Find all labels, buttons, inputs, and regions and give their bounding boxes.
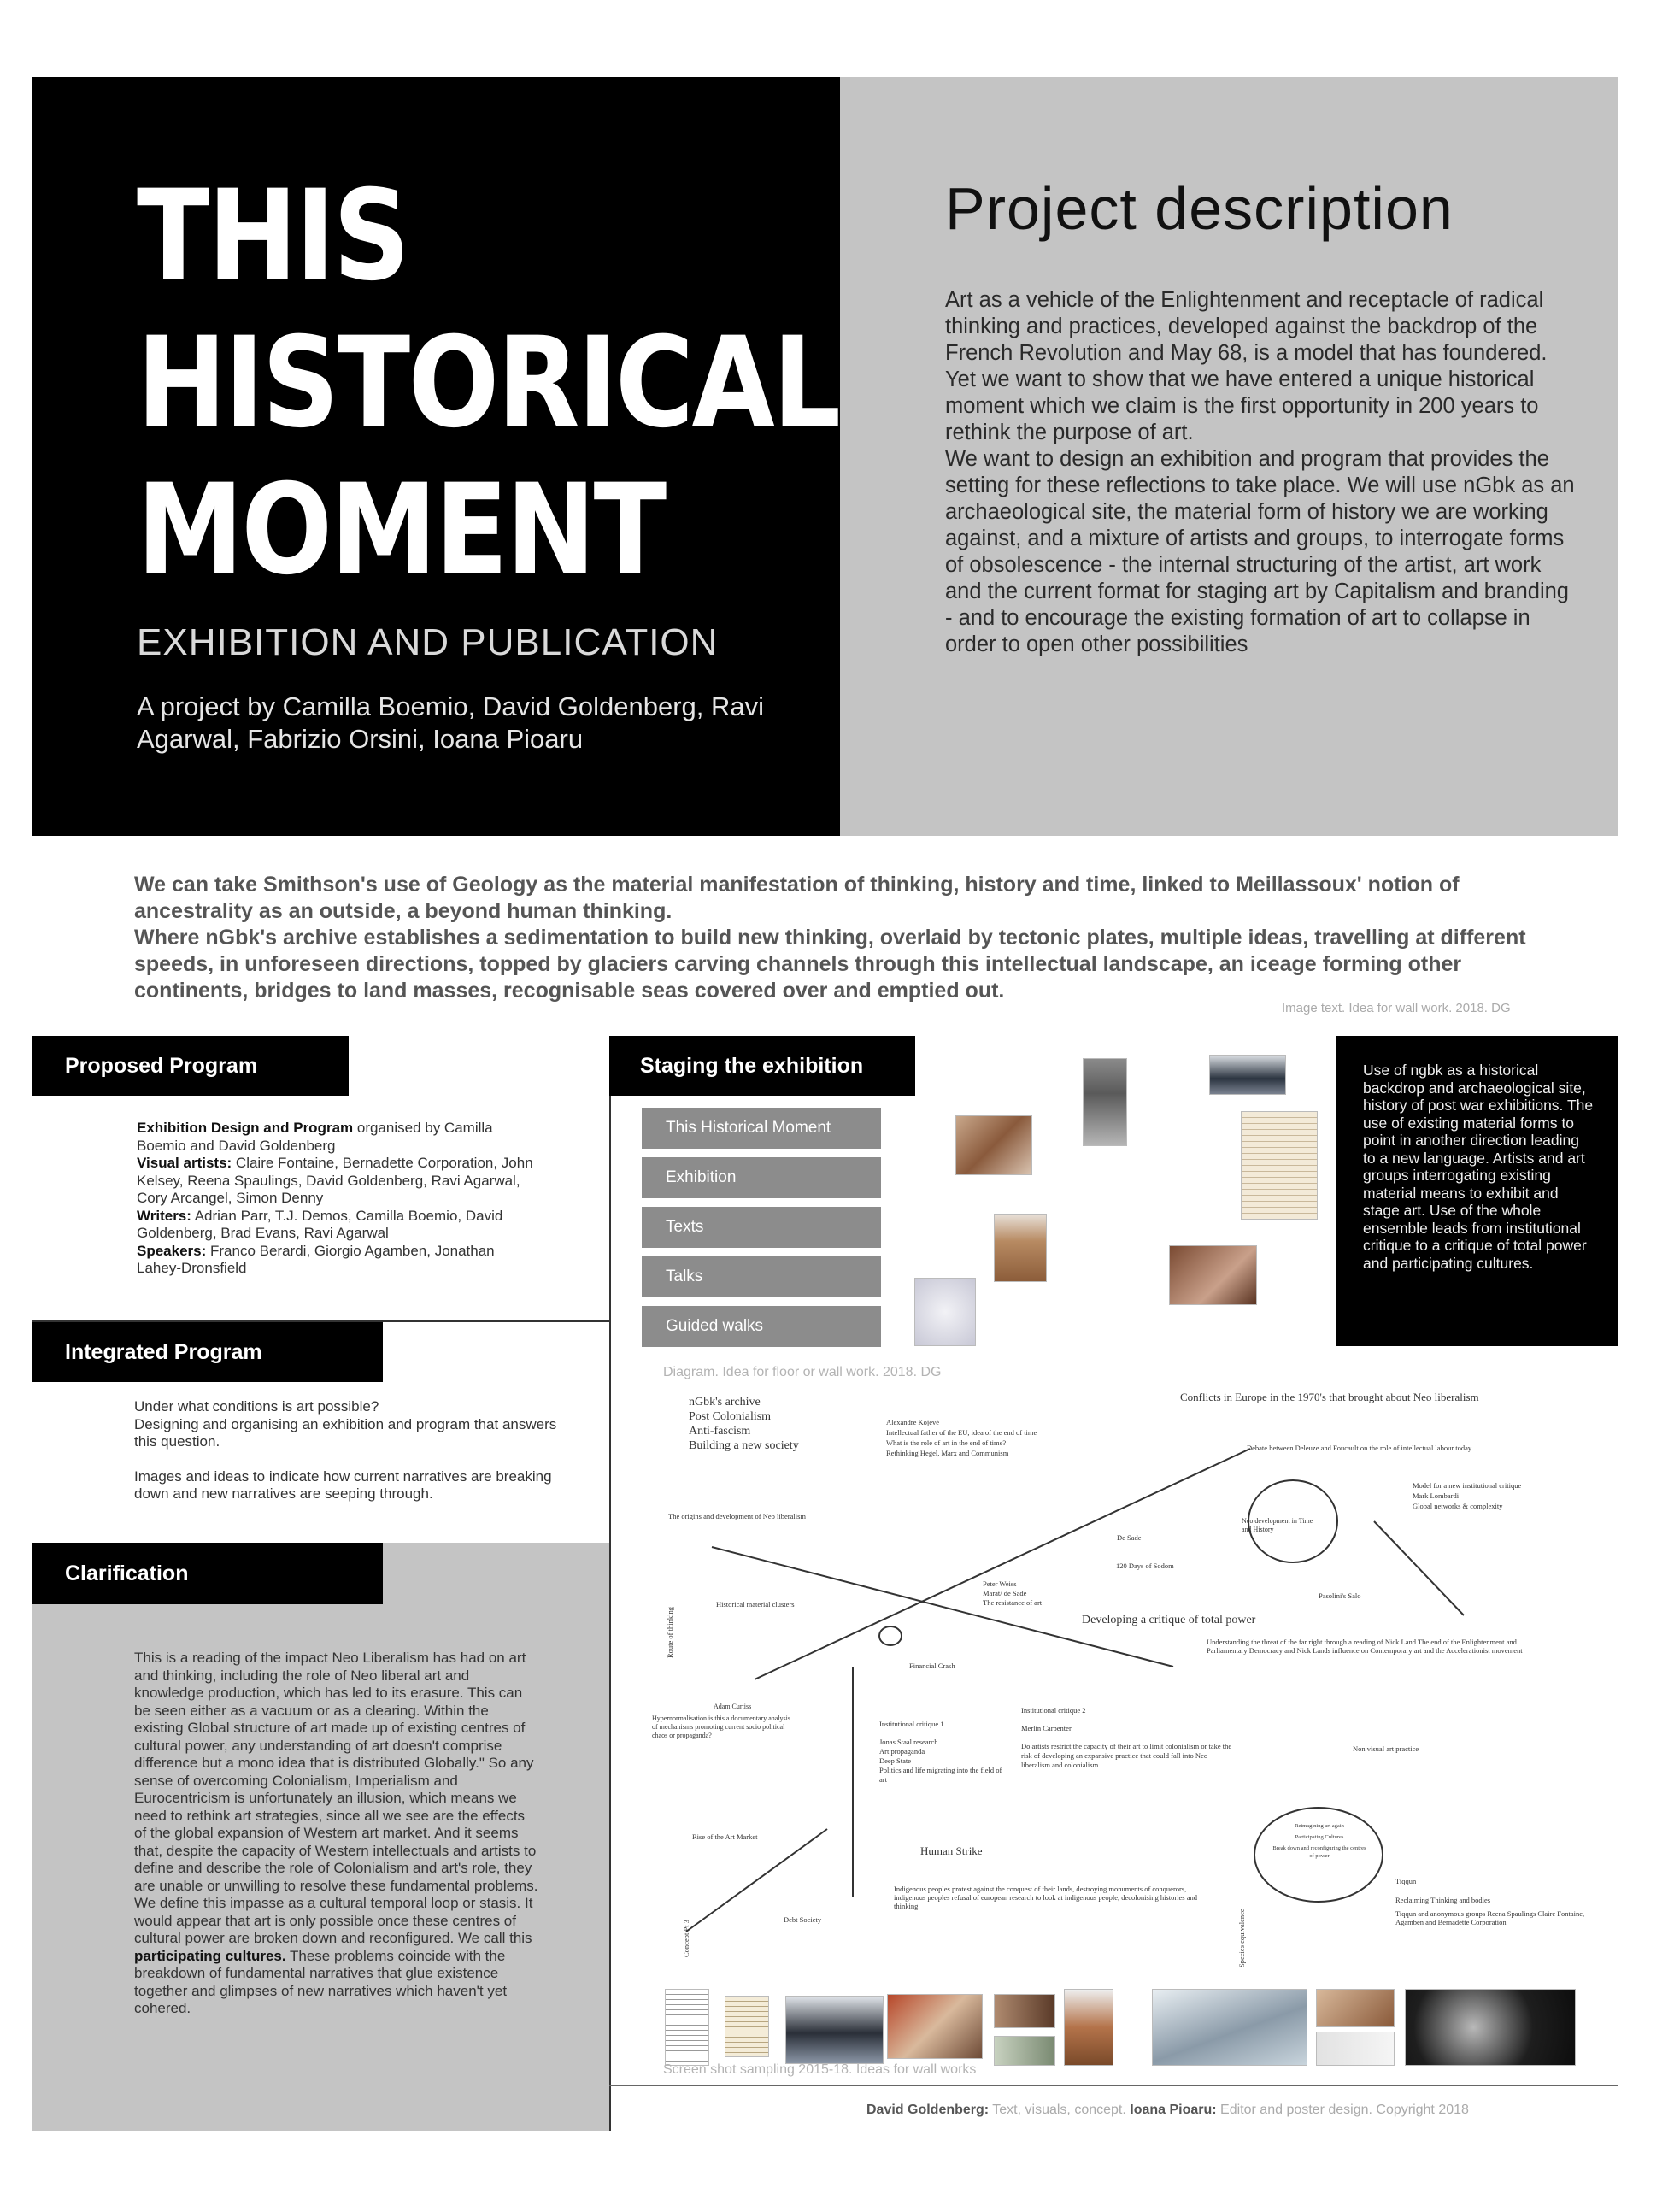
model-2: Mark Lombardi [1413, 1491, 1460, 1500]
author-2: Ioana Pioaru: [1130, 2103, 1217, 2117]
concept-label: Concept Pt 3 [682, 1920, 690, 1957]
neo-development-label: Neo development in Time and History [1242, 1517, 1313, 1533]
tiqqun-3: Tiqqun and anonymous groups Reena Spaulings Claire Fontaine, Agamben and Bernadette Corporation [1395, 1909, 1585, 1926]
ngbk-panel [1336, 1036, 1618, 1346]
integrated-program-text [134, 1398, 561, 1503]
screenshot-strip [665, 1989, 1592, 2070]
exhibition-photo [955, 1115, 1032, 1175]
circle-text-2: Participating Cultures [1295, 1834, 1344, 1840]
footer-divider [609, 2085, 1618, 2086]
desade-label: De Sade [1117, 1533, 1142, 1542]
integrated-text-2: Designing and organising an exhibition and program that answers this question. [134, 1415, 557, 1450]
speakers-label: Speakers: [137, 1242, 207, 1259]
far-right-note: Understanding the threat of the far right through a reading of Nick Land The end of the Enlightenment and Parliamentary Democracy and Nick Lands influence on Contemporary art and the Accelerationist movement [1207, 1638, 1523, 1655]
description-body [945, 287, 1577, 658]
main-title [137, 162, 953, 603]
inst1-2: Jonas Staal research [879, 1738, 938, 1746]
participating-circle-text [1272, 1822, 1366, 1860]
screenshot-boxes [1064, 1989, 1113, 2066]
inst2-3: Do artists restrict the capacity of their art to limit colonialism or take the risk of developing an expansive practice that could fall into Neo liberalism and colonialism [1021, 1742, 1232, 1769]
byline: A project by Camilla Boemio, David Goldenberg, Ravi Agarwal, Fabrizio Orsini, Ioana Pioaru [137, 691, 765, 754]
clarification-para-1: This is a reading of the impact Neo Liberalism has had on art and thinking, including the role of Neo liberal art and knowledge production, which has led to its erasure. This can be seen either as a vacuum or as a clearing. Within the existing Global structure of art made up of existing centres of cultural power, any understanding of art doesn't comprise difference but a mono idea that is distributed Globally." So any sense of overcoming Colonialism, Imperialism and Eurocentricism is unfortunately an illusion, which means we need to rethink art strategies, since all we see are the effects of the global expansion of Western art market. And it seems that, despite the capacity of Western intellectuals and artists to define and describe the role of Colonialism and art's role, they are unable or unwilling to resolve these fundamental problems. [134, 1650, 538, 1894]
screenshot-document [725, 1996, 769, 2057]
artists-text: Claire Fontaine, Bernadette Corporation, John Kelsey, Reena Spaulings, David Goldenberg, Ravi Agarwal, Cory Arcangel, Simon Denny [137, 1155, 533, 1206]
people-photo [1209, 1055, 1286, 1095]
curtis-2: Hypernormalisation is this a documentary analysis of mechanisms promoting current socio political chaos or propaganda? [652, 1715, 790, 1739]
model-1: Model for a new institutional critique [1413, 1481, 1522, 1490]
archive-line-2: Post Colonialism [689, 1410, 772, 1423]
circle-text-1: Reimagining art again [1295, 1823, 1344, 1829]
title-line-1: THIS [137, 163, 408, 309]
indigenous-note: Indigenous peoples protest against the conquest of their lands, destroying monuments of conquerors, indigenous peoples refusal of european research to look at indigenous people, decolonising histories and thinking [894, 1885, 1198, 1910]
screenshot-text [665, 1989, 709, 2066]
debate-label: Debate between Deleuze and Foucault on the role of intellectual labour today [1247, 1444, 1472, 1452]
kojeve-2: Intellectual father of the EU, idea of the end of time [886, 1428, 1037, 1437]
nav-texts[interactable]: Texts [642, 1207, 881, 1248]
role-2: Editor and poster design. Copyright 2018 [1216, 2103, 1469, 2117]
inst2-2: Merlin Carpenter [1021, 1724, 1072, 1732]
speakers-text: Franco Berardi, Giorgio Agamben, Jonathan Lahey-Dronsfield [137, 1242, 495, 1276]
para2-bold: participating cultures. [134, 1947, 286, 1964]
pasolini-label: Pasolini's Salo [1319, 1591, 1361, 1600]
staging-title: Staging the exhibition [640, 1053, 864, 1078]
screenshot-caption: Screen shot sampling 2015-18. Ideas for wall works [663, 2062, 977, 2077]
proposed-program-title: Proposed Program [65, 1053, 258, 1078]
nav-talks[interactable]: Talks [642, 1256, 881, 1297]
screenshot-exhibition [887, 1994, 983, 2059]
screenshot-portraits [994, 1994, 1055, 2028]
inst1-3: Art propaganda [879, 1747, 925, 1756]
model-note [1413, 1480, 1592, 1511]
integrated-text-1: Under what conditions is art possible? [134, 1398, 379, 1415]
circle-text-3: Break down and reconfiguring the centres of power [1272, 1845, 1366, 1859]
screenshot-blank [1316, 2032, 1395, 2066]
clarification-para-2 [134, 1895, 540, 2018]
quote-line-2: Where nGbk's archive establishes a sedimentation to build new thinking, overlaid by tectonic plates, multiple ideas, travelling at different speeds, in unforeseen directions, topped by glaciers carving channels through this intellectual landscape, an iceage forming other continents, bridges to land masses, recognisable seas covered over and emptied out. [134, 926, 1526, 1003]
kojeve-note [886, 1417, 1091, 1458]
integrated-program-title: Integrated Program [65, 1339, 262, 1364]
tiqqun-1: Tiqqun [1395, 1877, 1417, 1885]
para2-start: We define this impasse as a cultural temporal loop or stasis. It would appear that art is only possible once these centres of cultural power are broken down and reconfigured. We call this [134, 1895, 533, 1946]
weiss-2: Marat/ de Sade [983, 1589, 1027, 1597]
proposed-program-heading [32, 1036, 349, 1096]
sodom-label: 120 Days of Sodom [1116, 1562, 1174, 1570]
proposed-program-text [137, 1120, 538, 1278]
kojeve-1: Alexandre Kojevé [886, 1418, 940, 1426]
description-title: Project description [945, 175, 1454, 242]
tiqqun-note [1395, 1877, 1592, 1926]
para2-end: These problems coincide with the breakdown of fundamental narratives that glue existence together and glimpses of new narratives which haven't yet cohered. [134, 1947, 508, 2016]
integrated-program-heading [32, 1322, 383, 1382]
role-1: Text, visuals, concept. [989, 2103, 1131, 2117]
document-photo [1241, 1111, 1318, 1220]
interior-photo [1169, 1245, 1257, 1305]
species-label: Species equivalence [1237, 1909, 1246, 1967]
curtis-note [652, 1703, 793, 1740]
staging-heading [609, 1036, 915, 1096]
diagram-caption: Diagram. Idea for floor or wall work. 2018. DG [663, 1365, 942, 1379]
description-para-1: Art as a vehicle of the Enlightenment and receptacle of radical thinking and practices, developed against the backdrop of the French Revolution and May 68, is a model that has foundered. Yet we want to show that we have entered a unique historical moment which we claim is the first opportunity in 200 years to rethink the purpose of art. [945, 288, 1548, 444]
design-text: organised by Camilla Boemio and David Goldenberg [137, 1120, 493, 1154]
clarification-title: Clarification [65, 1561, 189, 1585]
writers-label: Writers: [137, 1207, 191, 1224]
integrated-text-3: Images and ideas to indicate how current narratives are breaking down and new narratives are seeping through. [134, 1467, 552, 1502]
screenshot-hands [994, 2036, 1055, 2066]
inst1-4: Deep State [879, 1756, 912, 1765]
author-1: David Goldenberg: [866, 2103, 990, 2117]
curtis-1: Adam Curtiss [714, 1703, 752, 1710]
geology-quote [134, 872, 1561, 1004]
installation-photo [914, 1278, 976, 1346]
weiss-3: The resistance of art [983, 1598, 1043, 1607]
weiss-note [983, 1579, 1042, 1608]
archive-line-1: nGbk's archive [689, 1396, 761, 1409]
archive-line-4: Building a new society [689, 1439, 799, 1452]
weiss-1: Peter Weiss [983, 1579, 1017, 1588]
inst2-1: Institutional critique 2 [1021, 1706, 1086, 1715]
origins-label: The origins and development of Neo liberalism [668, 1512, 806, 1520]
title-line-3: MOMENT [137, 457, 665, 603]
kojeve-3: What is the role of art in the end of time? [886, 1438, 1007, 1447]
screenshot-glacier [1152, 1989, 1307, 2066]
diagram-circle-3 [879, 1626, 902, 1645]
ngbk-text: Use of ngbk as a historical backdrop and archaeological site, history of post war exhibitions. The use of existing material forms to point in another direction leading to a new language. Artists and art groups interrogating existing material means to exhibit and stage art. Use of the whole ensemble leads from institutional critique to a critique of total power and participating cultures. [1363, 1062, 1594, 1272]
debt-society-label: Debt Society [784, 1915, 822, 1924]
writers-text: Adrian Parr, T.J. Demos, Camilla Boemio, David Goldenberg, Brad Evans, Ravi Agarwal [137, 1207, 503, 1241]
title-line-2: HISTORICAL [137, 310, 839, 456]
gallery-photo [1083, 1058, 1127, 1146]
screenshot-dark [1405, 1989, 1576, 2066]
nav-exhibition[interactable]: Exhibition [642, 1157, 881, 1198]
conflicts-label: Conflicts in Europe in the 1970's that brought about Neo liberalism [1180, 1391, 1479, 1403]
kojeve-4: Rethinking Hegel, Marx and Communism [886, 1449, 1009, 1457]
design-label: Exhibition Design and Program [137, 1120, 354, 1136]
quote-caption: Image text. Idea for wall work. 2018. DG [1282, 1001, 1511, 1015]
human-strike-label: Human Strike [920, 1844, 983, 1857]
clarification-text [134, 1650, 540, 2018]
description-para-2: We want to design an exhibition and program that provides the setting for these reflections to take place. We will use nGbk as an archaeological site, the material form of history we are working against, and a mixture of artists and groups, to interrogate forms of obsolescence - the internal structuring of the artist, art work and the current format for staging art by Capitalism and branding - and to encourage the existing formation of art to collapse in order to open other possibilities [945, 447, 1575, 656]
critique-label: Developing a critique of total power [1082, 1614, 1256, 1626]
subtitle: EXHIBITION AND PUBLICATION [137, 621, 719, 663]
institutional-critique-1 [879, 1720, 1007, 1785]
route-label: Route of thinking [666, 1607, 674, 1658]
clarification-heading [32, 1543, 383, 1604]
credits [866, 2103, 1469, 2118]
screenshot-hand [1316, 1989, 1395, 2027]
tiqqun-2: Reclaiming Thinking and bodies [1395, 1896, 1491, 1904]
model-3: Global networks & complexity [1413, 1502, 1503, 1510]
nav-this-historical-moment[interactable]: This Historical Moment [642, 1108, 881, 1149]
non-visual-label: Non visual art practice [1353, 1744, 1419, 1753]
financial-crash-label: Financial Crash [909, 1662, 955, 1670]
inst1-5: Politics and life migrating into the field of art [879, 1766, 1002, 1784]
artists-label: Visual artists: [137, 1155, 232, 1171]
inst1-1: Institutional critique 1 [879, 1720, 944, 1728]
archive-list [689, 1395, 799, 1453]
screenshot-people [785, 1996, 884, 2064]
boxes-photo [994, 1214, 1047, 1282]
rise-art-market-label: Rise of the Art Market [692, 1832, 758, 1841]
diagram-line-1 [755, 1449, 1250, 1679]
historical-clusters-label: Historical material clusters [716, 1600, 795, 1609]
nav-guided-walks[interactable]: Guided walks [642, 1306, 881, 1347]
institutional-critique-2 [1021, 1706, 1235, 1770]
archive-line-3: Anti-fascism [689, 1425, 751, 1438]
quote-line-1: We can take Smithson's use of Geology as the material manifestation of thinking, history and time, linked to Meillassoux' notion of ancestrality as an outside, a beyond human thinking. [134, 873, 1460, 923]
diagram-line-3 [1374, 1521, 1464, 1615]
